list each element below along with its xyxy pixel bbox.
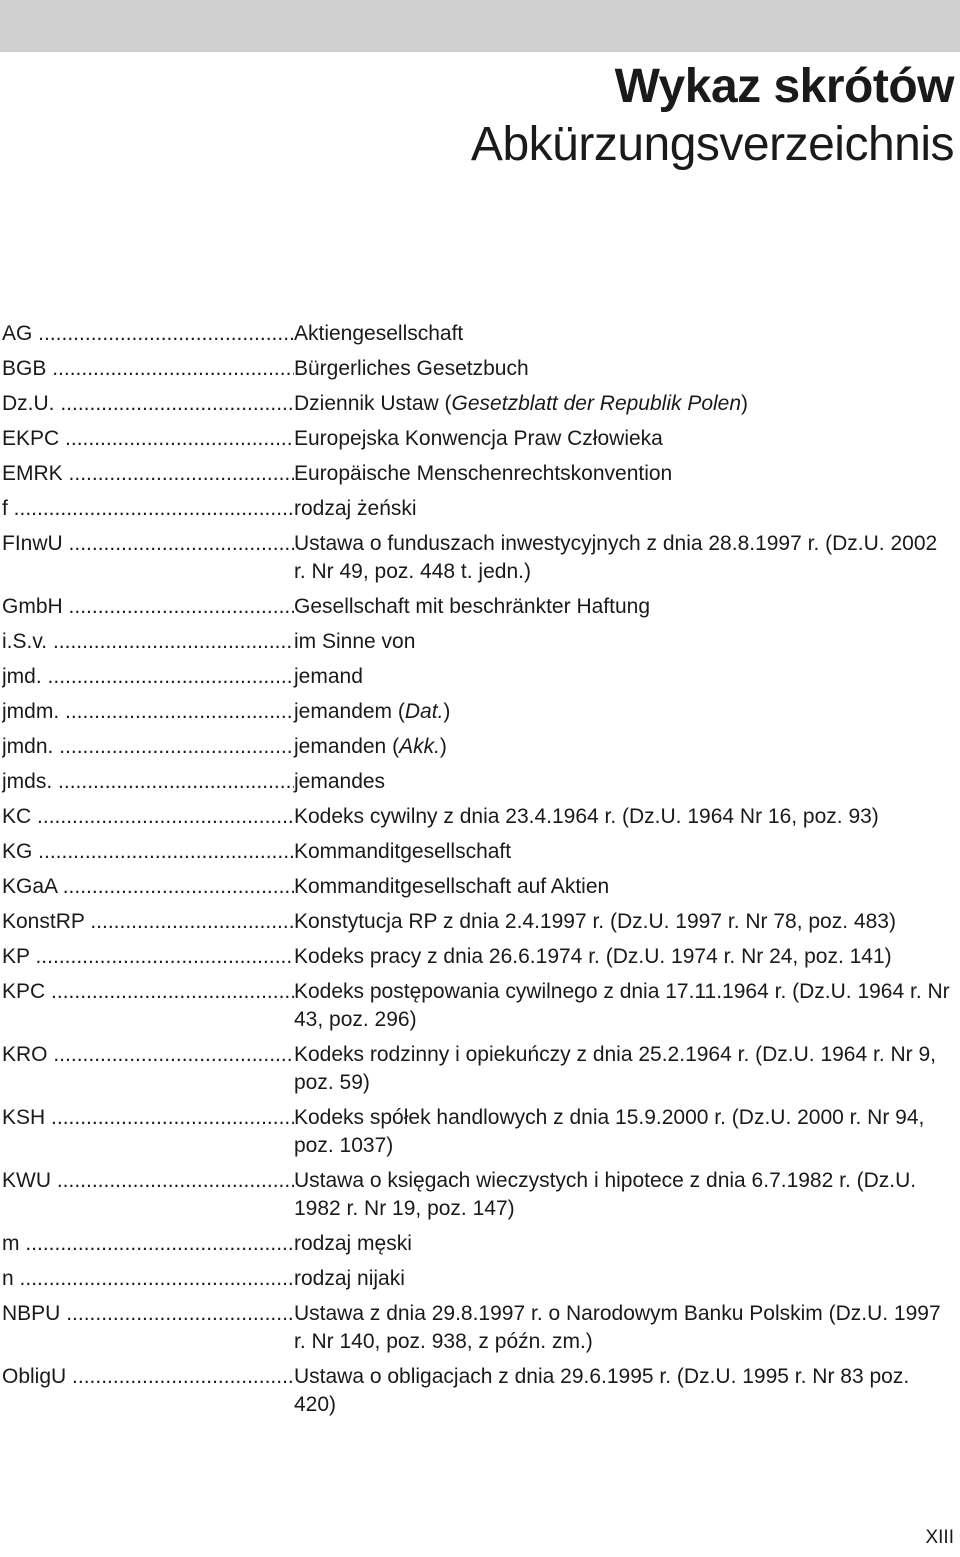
abbreviation-expansion [294,768,952,796]
list-item [2,873,952,901]
list-item [2,978,952,1034]
abbreviation-expansion [294,1265,952,1293]
abbreviation-expansion [294,530,952,586]
abbreviation-expansion [294,355,952,383]
abbreviation-expansion [294,803,952,831]
expansion-text: Dziennik Ustaw ( [294,392,452,415]
abbreviation: KGaA ..... [2,873,294,901]
abbreviation: jmdm. ..... [2,698,294,726]
abbreviation-expansion [294,593,952,621]
list-item [2,628,952,656]
abbreviation: ObligU ..... [2,1363,294,1419]
abbreviation: KC ..... [2,803,294,831]
abbreviation: EKPC ..... [2,425,294,453]
expansion-text: Konstytucja RP z dnia 2.4.1997 r. (Dz.U. 1997 r. Nr 78, poz. 483) [294,910,896,933]
expansion-text: jemand [294,665,363,688]
list-item [2,355,952,383]
list-item [2,390,952,418]
abbreviation-expansion [294,838,952,866]
abbreviation: KPC ..... [2,978,294,1034]
list-item [2,1104,952,1160]
abbreviation: BGB ..... [2,355,294,383]
list-item [2,838,952,866]
list-item [2,733,952,761]
abbreviation: KG ..... [2,838,294,866]
expansion-text: Ustawa o funduszach inwestycyjnych z dnia 28.8.1997 r. (Dz.U. 2002 r. Nr 49, poz. 448 t. jedn.) [294,532,938,583]
expansion-text: jemandes [294,770,386,793]
expansion-text: Bürgerliches Gesetzbuch [294,357,529,380]
abbreviation: KP ..... [2,943,294,971]
abbreviation-list [2,320,952,1426]
list-item [2,1041,952,1097]
expansion-italic-text: Dat. [404,700,444,723]
list-item [2,698,952,726]
abbreviation-expansion [294,425,952,453]
abbreviation: KSH ..... [2,1104,294,1160]
abbreviation-expansion [294,943,952,971]
abbreviation: Dz.U. ..... [2,390,294,418]
abbreviation: KWU ..... [2,1167,294,1223]
expansion-text-after: ) [741,392,749,415]
list-item [2,593,952,621]
title-german: Abkürzungsverzeichnis [470,118,954,171]
abbreviation: f ..... [2,495,294,523]
expansion-text: im Sinne von [294,630,416,653]
list-item [2,1363,952,1419]
expansion-text: Europäische Menschenrechtskonvention [294,462,673,485]
abbreviation-expansion [294,1104,952,1160]
list-item [2,908,952,936]
expansion-italic-text: Akk. [399,735,440,758]
abbreviation-expansion [294,873,952,901]
expansion-text: Kodeks rodzinny i opiekuńczy z dnia 25.2.1964 r. (Dz.U. 1964 r. Nr 9, poz. 59) [294,1043,937,1094]
abbreviation: KonstRP ..... [2,908,294,936]
list-item [2,1167,952,1223]
expansion-text: Ustawa z dnia 29.8.1997 r. o Narodowym Banku Polskim (Dz.U. 1997 r. Nr 140, poz. 938, z późn. zm.) [294,1302,941,1353]
list-item [2,1300,952,1356]
expansion-text: Europejska Konwencja Praw Człowieka [294,427,663,450]
list-item [2,495,952,523]
abbreviation-expansion [294,1300,952,1356]
abbreviation-expansion [294,978,952,1034]
expansion-text: Kommanditgesellschaft auf Aktien [294,875,610,898]
list-item [2,943,952,971]
abbreviation-expansion [294,495,952,523]
header-band [0,0,960,52]
abbreviation: jmd. ..... [2,663,294,691]
list-item [2,1265,952,1293]
abbreviation: EMRK ..... [2,460,294,488]
list-item [2,1230,952,1258]
abbreviation-expansion [294,460,952,488]
list-item [2,530,952,586]
abbreviation: GmbH ..... [2,593,294,621]
abbreviation-expansion [294,733,952,761]
abbreviation: m ..... [2,1230,294,1258]
expansion-text: Aktiengesellschaft [294,322,464,345]
expansion-text-after: ) [439,735,447,758]
abbreviation: AG ..... [2,320,294,348]
expansion-text: Ustawa o księgach wieczystych i hipotece z dnia 6.7.1982 r. (Dz.U. 1982 r. Nr 19, poz. 147) [294,1169,917,1220]
page-title [471,58,954,174]
expansion-text: Kodeks spółek handlowych z dnia 15.9.2000 r. (Dz.U. 2000 r. Nr 94, poz. 1037) [294,1106,925,1157]
abbreviation-expansion [294,628,952,656]
expansion-text: rodzaj żeński [294,497,417,520]
abbreviation: NBPU ..... [2,1300,294,1356]
list-item [2,663,952,691]
expansion-text: Kodeks postępowania cywilnego z dnia 17.11.1964 r. (Dz.U. 1964 r. Nr 43, poz. 296) [294,980,950,1031]
abbreviation-expansion [294,663,952,691]
expansion-text: jemanden ( [294,735,400,758]
abbreviation-expansion [294,1363,952,1419]
list-item [2,425,952,453]
list-item [2,768,952,796]
abbreviation: i.S.v. ..... [2,628,294,656]
title-polish: Wykaz skrótów [614,60,954,113]
page-number: XIII [925,1527,954,1548]
expansion-italic-text: Gesetzblatt der Republik Polen [451,392,742,415]
abbreviation: KRO ..... [2,1041,294,1097]
abbreviation: jmds. ..... [2,768,294,796]
list-item [2,460,952,488]
expansion-text: Gesellschaft mit beschränkter Haftung [294,595,650,618]
list-item [2,320,952,348]
expansion-text: Kodeks cywilny z dnia 23.4.1964 r. (Dz.U. 1964 Nr 16, poz. 93) [294,805,879,828]
expansion-text-after: ) [443,700,451,723]
expansion-text: Kodeks pracy z dnia 26.6.1974 r. (Dz.U. 1974 r. Nr 24, poz. 141) [294,945,892,968]
abbreviation: n ..... [2,1265,294,1293]
expansion-text: Ustawa o obligacjach z dnia 29.6.1995 r. (Dz.U. 1995 r. Nr 83 poz. 420) [294,1365,910,1416]
abbreviation: jmdn. ..... [2,733,294,761]
expansion-text: jemandem ( [294,700,405,723]
abbreviation-expansion [294,390,952,418]
list-item [2,803,952,831]
abbreviation: FInwU ..... [2,530,294,586]
abbreviation-expansion [294,698,952,726]
expansion-text: Kommanditgesellschaft [294,840,512,863]
expansion-text: rodzaj nijaki [294,1267,405,1290]
abbreviation-expansion [294,1230,952,1258]
abbreviation-expansion [294,320,952,348]
abbreviation-expansion [294,1041,952,1097]
abbreviation-expansion [294,908,952,936]
abbreviation-expansion [294,1167,952,1223]
expansion-text: rodzaj męski [294,1232,412,1255]
